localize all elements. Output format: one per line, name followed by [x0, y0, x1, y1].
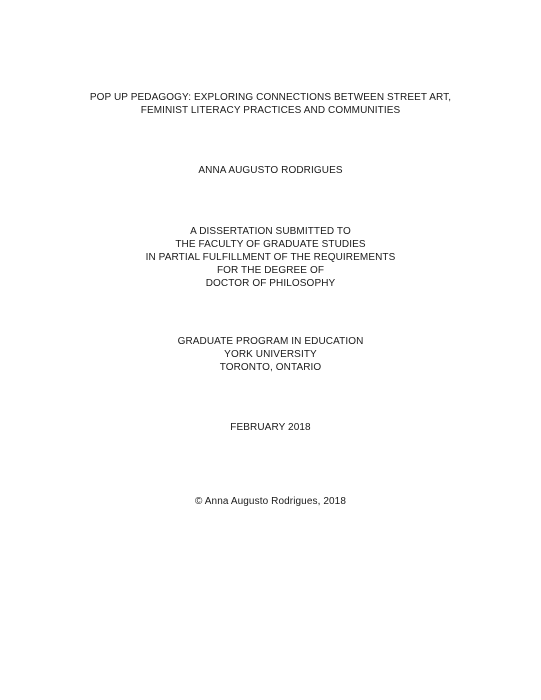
program-line-3: TORONTO, ONTARIO — [219, 362, 322, 373]
copyright-notice — [0, 495, 541, 508]
date-line: FEBRUARY 2018 — [230, 422, 311, 433]
submission-line-3: IN PARTIAL FULFILLMENT OF THE REQUIREMENTS — [145, 252, 396, 263]
title-line-1: POP UP PEDAGOGY: EXPLORING CONNECTIONS BETWEEN STREET ART, — [89, 92, 452, 103]
author-line: ANNA AUGUSTO RODRIGUES — [198, 165, 343, 176]
submission-date — [0, 421, 541, 434]
author-name — [0, 164, 541, 177]
submission-line-2: THE FACULTY OF GRADUATE STUDIES — [175, 239, 366, 250]
submission-line-1: A DISSERTATION SUBMITTED TO — [190, 226, 351, 237]
dissertation-title — [0, 91, 541, 117]
submission-statement — [0, 225, 541, 290]
submission-line-4: FOR THE DEGREE OF — [216, 265, 325, 276]
program-affiliation — [0, 335, 541, 374]
title-line-2: FEMINIST LITERACY PRACTICES AND COMMUNITIES — [140, 105, 401, 116]
program-line-1: GRADUATE PROGRAM IN EDUCATION — [177, 336, 364, 347]
program-line-2: YORK UNIVERSITY — [224, 349, 317, 360]
submission-line-5: DOCTOR OF PHILOSOPHY — [205, 278, 336, 289]
copyright-line: © Anna Augusto Rodrigues, 2018 — [194, 496, 347, 507]
